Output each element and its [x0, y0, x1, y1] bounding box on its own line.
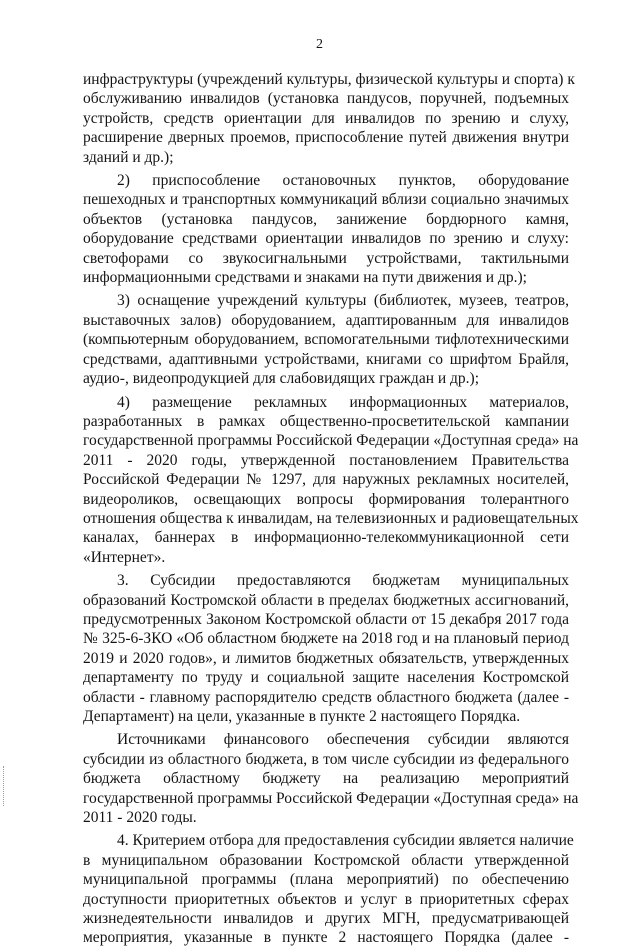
paragraph-item-2	[83, 171, 569, 287]
text-line: 3. Субсидии предоставляются бюджетам муниципальных	[117, 572, 569, 590]
paragraph-infrastructure-continued	[83, 70, 575, 167]
text-line: 3) оснащение учреждений культуры (библиотек, музеев, театров,	[117, 292, 569, 310]
text-line: выставочных залов) оборудованием, адаптированным для инвалидов	[83, 311, 569, 329]
text-line: предусмотренных Законом Костромской области от 15 декабря 2017 года	[83, 610, 569, 628]
text-line: аудио-, видеопродукцией для слабовидящих граждан и др.);	[83, 370, 480, 388]
text-line: департаменту по труду и социальной защите населения Костромской	[83, 669, 569, 687]
text-line: обслуживанию инвалидов (установка пандусов, поручней, подъемных	[83, 90, 569, 108]
text-line: каналах, баннерах в информационно-телекоммуникационной сети	[83, 529, 569, 547]
paragraph-item-4	[83, 393, 579, 568]
text-line: зданий и др.);	[83, 148, 174, 166]
text-line: государственной программы Российской Федерации «Доступная среда» на	[83, 789, 579, 807]
text-line: пешеходных и транспортных коммуникаций вблизи социально значимых	[83, 191, 569, 209]
text-line: государственной программы Российской Федерации «Доступная среда» на	[83, 432, 579, 450]
margin-scan-mark	[3, 766, 8, 806]
text-line: муниципальной программы (плана мероприятий) по обеспечению	[83, 871, 569, 889]
text-line: области - главному распорядителю средств областного бюджета (далее -	[83, 688, 569, 706]
text-line: расширение дверных проемов, приспособление путей движения внутри	[83, 129, 569, 147]
text-line: субсидии из областного бюджета, в том числе субсидии из федерального	[83, 750, 569, 768]
text-line: в муниципальном образовании Костромской области утвержденной	[83, 851, 569, 869]
text-line: образований Костромской области в пределах бюджетных ассигнований,	[83, 591, 569, 609]
text-line: оборудование средствами ориентации инвалидов по зрению и слуху:	[83, 230, 569, 248]
text-line: инфраструктуры (учреждений культуры, физической культуры и спорта) к	[83, 71, 575, 88]
text-line: 2) приспособление остановочных пунктов, оборудование	[117, 172, 569, 190]
text-line: Российской Федерации № 1297, для наружных рекламных носителей,	[83, 471, 569, 489]
text-line: устройств, средств ориентации для инвалидов по зрению и слуху,	[83, 109, 569, 127]
text-line: отношения общества к инвалидам, на телевизионных и радиовещательных	[83, 509, 579, 527]
paragraph-section-4	[83, 831, 574, 947]
text-line: 4) размещение рекламных информационных материалов,	[117, 393, 569, 411]
text-line: Департамент) на цели, указанные в пункте 2 настоящего Порядка.	[83, 708, 521, 725]
text-line: 2019 и 2020 годов», и лимитов бюджетных обязательств, утвержденных	[83, 649, 569, 667]
text-line: (компьютерным оборудованием, вспомогательными тифлотехническими	[83, 331, 569, 349]
paragraph-funding-sources	[83, 730, 579, 827]
paragraph-section-3	[83, 571, 569, 726]
text-line: разработанных в рамках общественно-просветительской кампании	[83, 412, 569, 430]
text-line: жизнедеятельности инвалидов и других МГН, предусматривающей	[83, 910, 569, 928]
text-line: 2011 - 2020 годы, утвержденной постановлением Правительства	[83, 451, 569, 469]
text-line: «Интернет».	[83, 548, 166, 566]
text-line: средствами, адаптивными устройствами, книгами со шрифтом Брайля,	[83, 350, 569, 368]
text-line: объектов (установка пандусов, занижение бордюрного камня,	[83, 210, 569, 228]
text-line: информационными средствами и знаками на пути движения и др.);	[83, 269, 527, 287]
paragraph-item-3	[83, 291, 569, 388]
text-line: Источниками финансового обеспечения субсидии являются	[117, 731, 569, 749]
text-line: № 325-6-ЗКО «Об областном бюджете на 2018 год и на плановый период	[83, 630, 569, 648]
text-line: 2011 - 2020 годы.	[83, 809, 197, 827]
text-line: светофорами со звукосигнальными устройствами, тактильными	[83, 249, 569, 267]
document-body	[83, 70, 579, 952]
text-line: мероприятия, указанные в пункте 2 настоящего Порядка (далее -	[83, 929, 569, 947]
text-line: доступности приоритетных объектов и услуг в приоритетных сферах	[83, 890, 569, 908]
text-line: 4. Критерием отбора для предоставления субсидии является наличие	[117, 832, 574, 850]
page-number: 2	[316, 37, 323, 52]
text-line: бюджета областному бюджету на реализацию мероприятий	[83, 770, 569, 788]
text-line: видеороликов, освещающих вопросы формирования толерантного	[83, 490, 569, 508]
